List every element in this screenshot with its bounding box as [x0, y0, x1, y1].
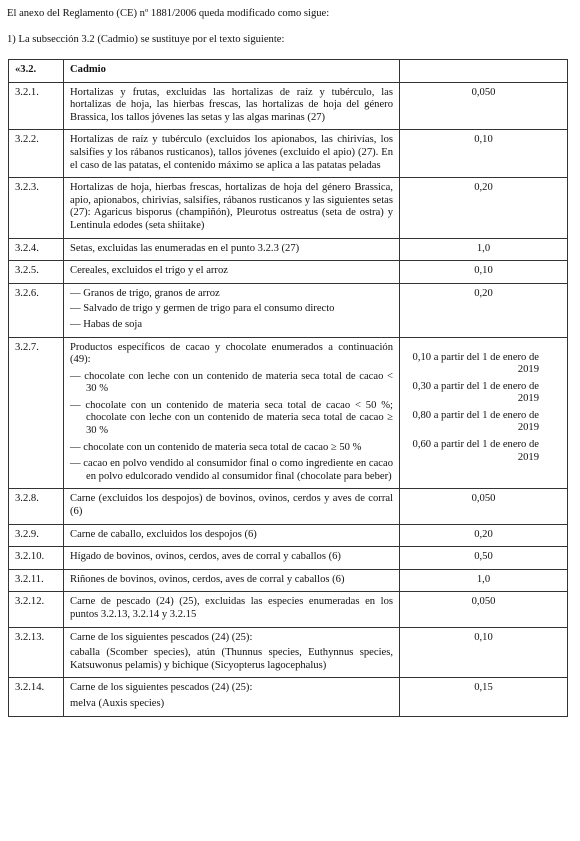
table-row — [9, 238, 568, 261]
row-list-item: — Salvado de trigo y germen de trigo para el consumo directo — [70, 303, 335, 315]
row-text: Carne de los siguientes pescados (24) (25): — [70, 631, 253, 643]
intro-line-1: El anexo del Reglamento (CE) nº 1881/2006 queda modificado como sigue: — [7, 8, 330, 19]
row-subitem-value: 0,30 a partir del 1 de enero de 2019 — [412, 380, 539, 405]
table-row — [9, 627, 568, 678]
header-number: «3.2. — [9, 60, 64, 83]
row-description — [64, 82, 400, 130]
header-value — [400, 60, 568, 83]
row-value: 0,10 — [400, 130, 568, 178]
row-text: Hortalizas de raíz y tubérculo (excluidos los apionabos, las chirivías, los salsifíes y los rábanos rusticanos), tallos jóvenes (excluido el apio) (27). En el caso de las patatas, el contenido máximo se aplica a las patatas peladas — [70, 134, 393, 171]
row-value: 0,10 — [400, 261, 568, 284]
table-row — [9, 592, 568, 627]
table-row — [9, 82, 568, 130]
row-list-item: — Granos de trigo, granos de arroz — [70, 287, 220, 299]
row-value: 0,050 — [400, 592, 568, 627]
row-value: 0,050 — [400, 489, 568, 524]
row-subitem-value: 0,80 a partir del 1 de enero de 2019 — [412, 409, 539, 434]
row-subitem-value: 0,10 a partir del 1 de enero de 2019 — [412, 351, 539, 376]
row-text: Carne de caballo, excluidos los despojos (6) — [70, 528, 257, 540]
row-number: 3.2.5. — [9, 261, 64, 284]
row-list-item: — Habas de soja — [70, 318, 143, 330]
table-row — [9, 489, 568, 524]
row-value: 0,10 — [400, 627, 568, 678]
table-row — [9, 337, 568, 489]
row-subitem: — chocolate con leche con un contenido de materia seca total de cacao < 30 % — [70, 370, 393, 395]
row-number: 3.2.6. — [9, 283, 64, 337]
row-description — [64, 178, 400, 238]
row-number: 3.2.1. — [9, 82, 64, 130]
row-text: Riñones de bovinos, ovinos, cerdos, aves de corral y caballos (6) — [70, 573, 345, 585]
row-text: Productos específicos de cacao y chocolate enumerados a continuación (49): — [70, 341, 393, 366]
row-text: Cereales, excluidos el trigo y el arroz — [70, 265, 228, 277]
row-value: 0,20 — [400, 524, 568, 547]
row-description — [64, 130, 400, 178]
row-text: Hortalizas y frutas, excluidas las hortalizas de raíz y tubérculo, las hortalizas de hoja, las hierbas frescas, las hortalizas de hoja del género Brassica, los tallos jóvenes las setas y las algas marinas (27) — [70, 86, 393, 123]
row-text: Carne (excluidos los despojos) de bovinos, ovinos, cerdos y aves de corral (6) — [70, 493, 393, 518]
row-value: 1,0 — [400, 238, 568, 261]
cadmium-limits-table — [8, 59, 568, 717]
row-number: 3.2.12. — [9, 592, 64, 627]
table-row — [9, 283, 568, 337]
row-number: 3.2.2. — [9, 130, 64, 178]
row-description — [64, 592, 400, 627]
row-number: 3.2.3. — [9, 178, 64, 238]
row-description — [64, 489, 400, 524]
row-text-species: melva (Auxis species) — [70, 697, 165, 709]
row-text: Setas, excluidas las enumeradas en el punto 3.2.3 (27) — [70, 242, 300, 254]
table-header-row — [9, 60, 568, 83]
row-text: Carne de los siguientes pescados (24) (25): — [70, 682, 253, 694]
table-row — [9, 547, 568, 570]
row-description — [64, 283, 400, 337]
row-description — [64, 524, 400, 547]
row-number: 3.2.4. — [9, 238, 64, 261]
row-number: 3.2.9. — [9, 524, 64, 547]
row-description — [64, 261, 400, 284]
row-value: 0,20 — [400, 178, 568, 238]
row-number: 3.2.10. — [9, 547, 64, 570]
row-subitem: — chocolate con un contenido de materia seca total de cacao ≥ 50 % — [70, 441, 362, 453]
row-text: Hígado de bovinos, ovinos, cerdos, aves de corral y caballos (6) — [70, 551, 341, 563]
row-number: 3.2.7. — [9, 337, 64, 489]
row-description — [64, 569, 400, 592]
row-number: 3.2.8. — [9, 489, 64, 524]
row-number: 3.2.13. — [9, 627, 64, 678]
row-number: 3.2.14. — [9, 678, 64, 716]
table-row — [9, 569, 568, 592]
row-text-species: caballa (Scomber species), atún (Thunnus species, Euthynnus species, Katsuwonus pelamis) y bichique (Sicyopterus lagocephalus) — [70, 647, 393, 671]
row-description — [64, 337, 400, 489]
table-row — [9, 678, 568, 716]
row-value: 0,20 — [400, 283, 568, 337]
row-value — [400, 337, 568, 489]
row-text: Carne de pescado (24) (25), excluidas las especies enumeradas en los puntos 3.2.13, 3.2.14 y 3.2.15 — [70, 596, 393, 620]
row-value: 0,15 — [400, 678, 568, 716]
row-value: 0,050 — [400, 82, 568, 130]
table-row — [9, 524, 568, 547]
intro-line-2: 1) La subsección 3.2 (Cadmio) se sustituye por el texto siguiente: — [7, 34, 285, 45]
row-value: 1,0 — [400, 569, 568, 592]
row-subitem-value: 0,60 a partir del 1 de enero de 2019 — [412, 439, 539, 463]
row-description — [64, 238, 400, 261]
row-value: 0,50 — [400, 547, 568, 570]
row-description — [64, 678, 400, 716]
table-row — [9, 261, 568, 284]
row-subitem: — chocolate con un contenido de materia seca total de cacao < 50 %; chocolate con leche con un contenido de materia seca total de cacao ≥ 30 % — [70, 399, 393, 437]
table-row — [9, 178, 568, 238]
row-description — [64, 627, 400, 678]
header-title: Cadmio — [64, 60, 400, 83]
row-description — [64, 547, 400, 570]
row-text: Hortalizas de hoja, hierbas frescas, hortalizas de hoja del género Brassica, apio, apionabos, chirivías, salsifíes, rábanos rusticanos y las siguientes setas (27): Agaricus bisporus (champiñón), Pleurotus ostreatus (seta de ostra) y Lentinula edodes (seta shiitake) — [70, 182, 393, 231]
row-subitem: — cacao en polvo vendido al consumidor final o como ingrediente en cacao en polvo edulcorado vendido al consumidor final (chocolate para beber) — [70, 458, 393, 482]
value-spacer — [406, 342, 561, 348]
table-row — [9, 130, 568, 178]
row-number: 3.2.11. — [9, 569, 64, 592]
